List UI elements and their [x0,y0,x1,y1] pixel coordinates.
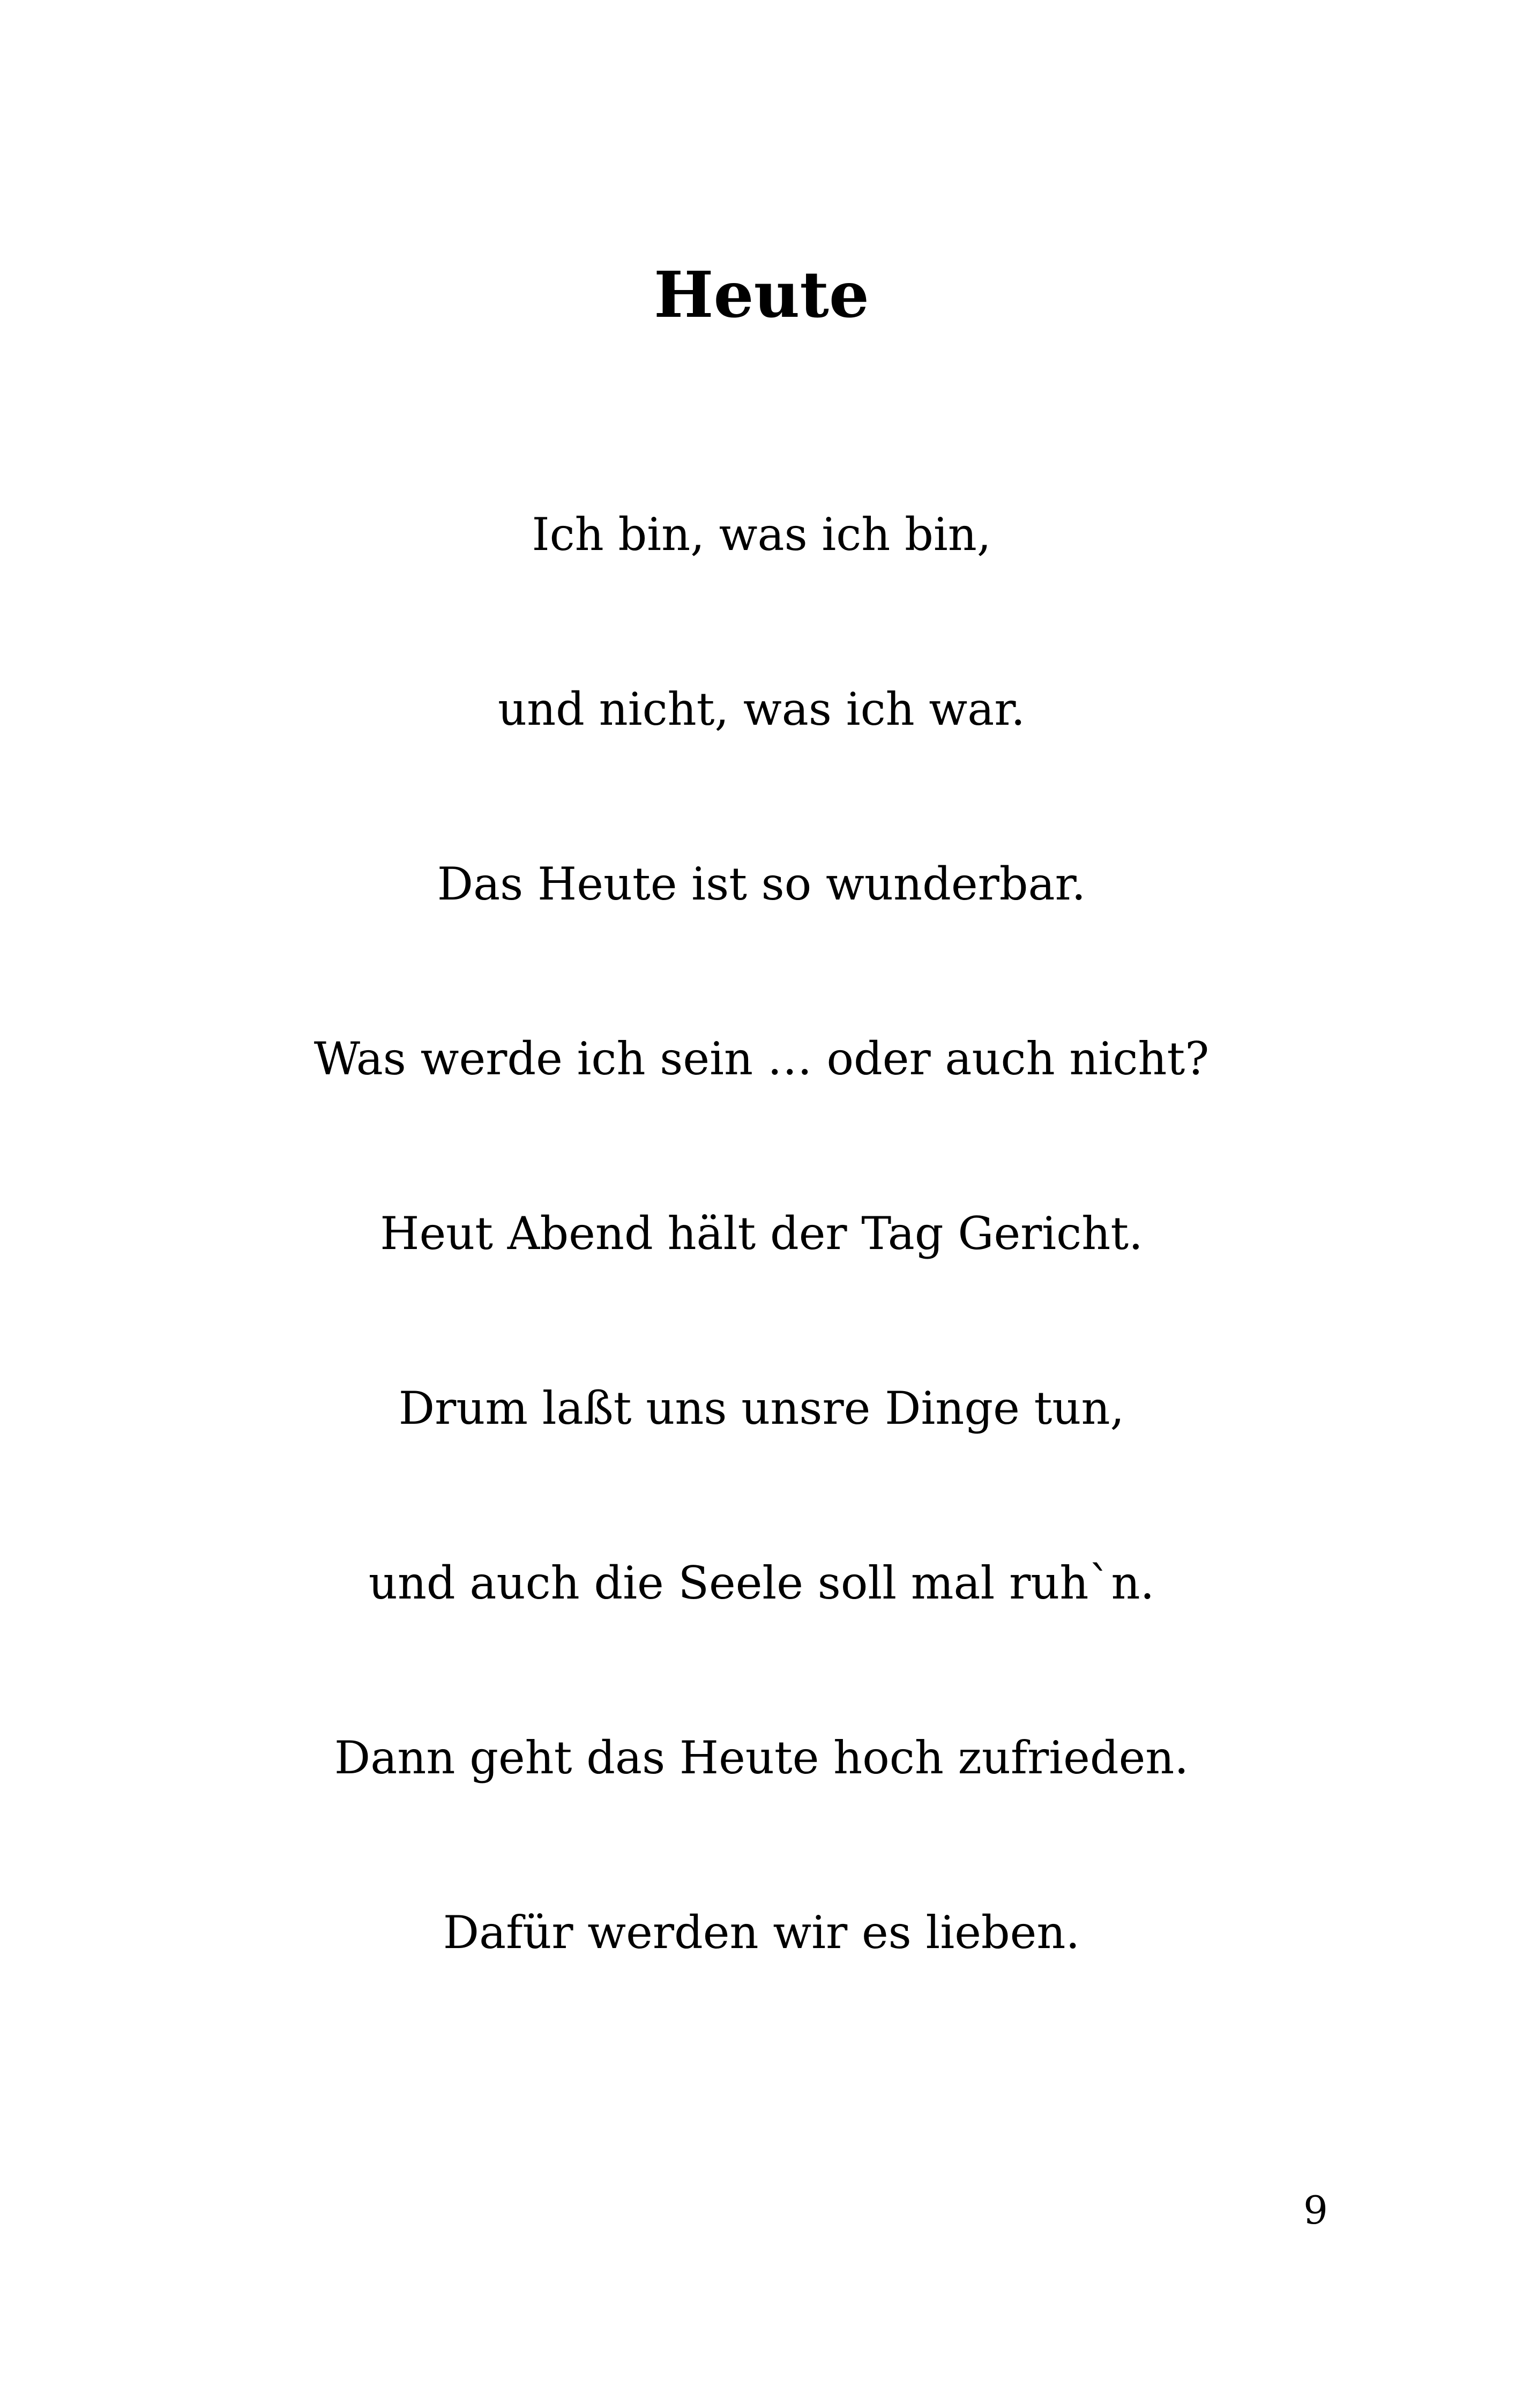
poem-title: Heute [654,257,869,332]
page-number: 9 [1303,2188,1328,2233]
verse-line-9: Dafür werden wir es lieben. [443,1906,1080,1959]
verse-line-1: Ich bin, was ich bin, [532,508,991,561]
verse-line-5: Heut Abend hält der Tag Gericht. [380,1207,1143,1260]
verse-line-4: Was werde ich sein … oder auch nicht? [313,1032,1210,1085]
verse-line-7: und auch die Seele soll mal ruh`n. [368,1557,1155,1609]
poem-verse [0,505,1523,2078]
verse-line-6: Drum laßt uns unsre Dinge tun, [398,1382,1125,1435]
verse-line-8: Dann geht das Heute hoch zufrieden. [334,1731,1189,1784]
verse-line-2: und nicht, was ich war. [497,683,1026,735]
verse-line-3: Das Heute ist so wunderbar. [437,858,1086,910]
